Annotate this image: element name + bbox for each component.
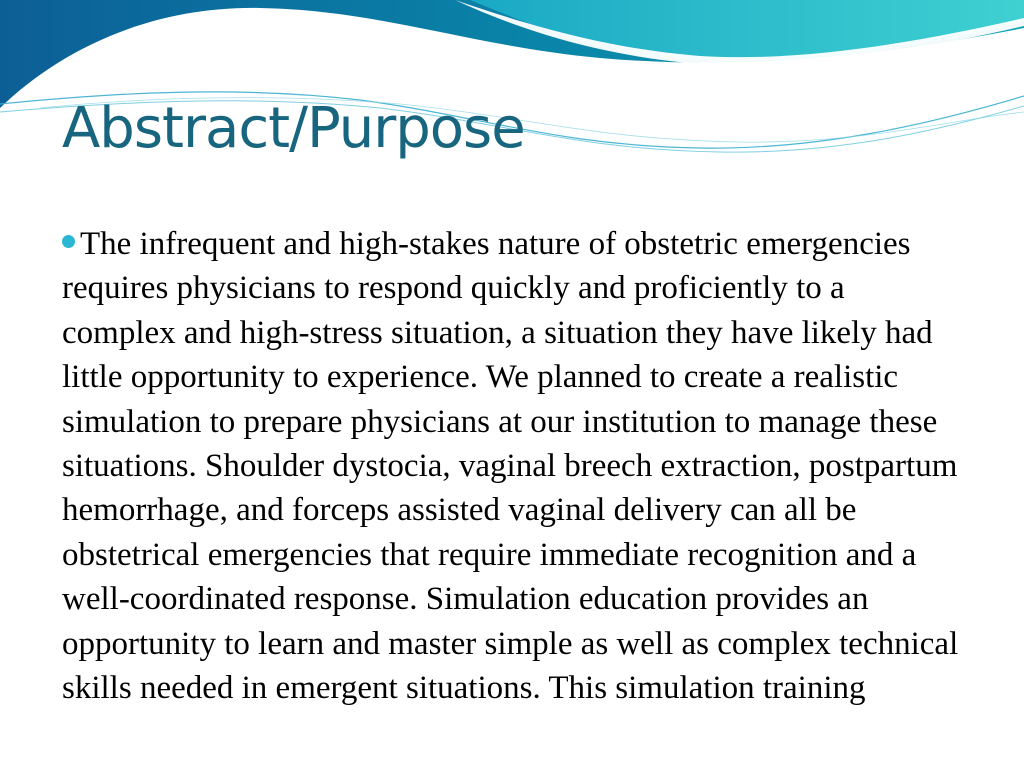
bullet-text: The infrequent and high-stakes nature of obstetric emergencies requires physicians to respond quickly and proficiently to a complex and high-stress situation, a situation they have likely had little opportunity to experience. We planned to create a realistic simulation to prepare physicians at our institution to manage these situations. Shoulder dystocia, vaginal breech extraction, postpartum hemorrhage, and forceps assisted vaginal delivery can all be obstetrical emergencies that require immediate recognition and a well-coordinated response. Simulation education provides an opportunity to learn and master simple as well as complex technical skills needed in emergent situations. This simulation training — [62, 226, 959, 707]
bullet-item — [62, 222, 962, 710]
bullet-dot-icon — [62, 235, 75, 248]
slide-body — [62, 222, 962, 710]
slide-title: Abstract/Purpose — [62, 96, 525, 161]
